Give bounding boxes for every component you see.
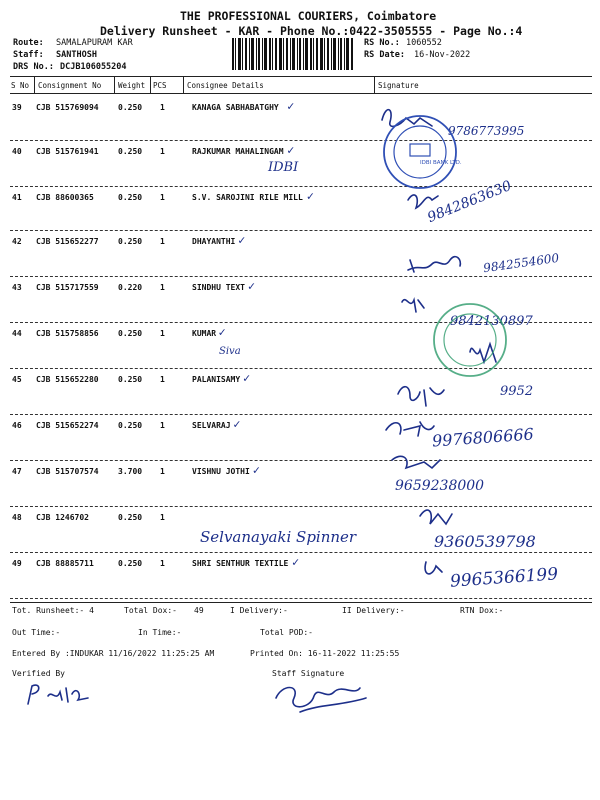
staff-signature-scribble bbox=[270, 676, 380, 716]
row-weight: 0.250 bbox=[118, 329, 143, 338]
row-weight: 0.250 bbox=[118, 421, 143, 430]
route-label: Route: bbox=[13, 38, 44, 48]
in-time: In Time:- bbox=[138, 628, 182, 637]
row-consignment-no: CJB 515652277 bbox=[36, 237, 99, 246]
handwritten-note: IDBI bbox=[268, 160, 299, 175]
tot-runsheet: Tot. Runsheet:- 4 bbox=[12, 606, 94, 615]
row-weight: 0.250 bbox=[118, 375, 143, 384]
signature-scribbles bbox=[380, 100, 580, 580]
col-header-consignee: Consignee Details bbox=[187, 81, 264, 90]
row-consignee: S.V. SAROJINI RILE MILL bbox=[192, 193, 303, 202]
checkmark-icon: ✓ bbox=[238, 233, 246, 247]
row-pcs: 1 bbox=[160, 283, 165, 292]
barcode bbox=[232, 38, 354, 70]
row-divider bbox=[10, 598, 592, 599]
row-sno: 44 bbox=[12, 329, 22, 338]
row-weight: 0.250 bbox=[118, 147, 143, 156]
verifier-signature bbox=[24, 680, 94, 708]
signature-42: 9842554600 bbox=[482, 250, 560, 276]
row-consignment-no: CJB 515652274 bbox=[36, 421, 99, 430]
staff-label: Staff: bbox=[13, 50, 44, 60]
total-dox-label: Total Dox:- bbox=[124, 606, 177, 615]
ii-delivery: II Delivery:- bbox=[342, 606, 405, 615]
footer-top-border bbox=[10, 602, 592, 603]
col-divider bbox=[34, 76, 35, 93]
col-header-consignment: Consignment No bbox=[38, 81, 102, 90]
checkmark-icon: ✓ bbox=[247, 279, 256, 293]
row-consignment-no: CJB 88600365 bbox=[36, 193, 94, 202]
table-header-border bbox=[10, 93, 592, 94]
row-sno: 39 bbox=[12, 103, 22, 112]
col-divider bbox=[183, 76, 184, 93]
col-divider bbox=[374, 76, 375, 93]
handwritten-note: Siva bbox=[219, 346, 241, 357]
row-sno: 42 bbox=[12, 237, 22, 246]
checkmark-icon: ✓ bbox=[218, 325, 226, 339]
row-sno: 45 bbox=[12, 375, 22, 384]
row-sno: 47 bbox=[12, 467, 22, 476]
signature-48: 9360539798 bbox=[434, 532, 536, 551]
row-consignee: DHAYANTHI bbox=[192, 237, 236, 246]
row-consignee: KUMAR bbox=[192, 329, 217, 338]
row-sno: 49 bbox=[12, 559, 22, 568]
row-weight: 0.250 bbox=[118, 103, 143, 112]
row-weight: 0.250 bbox=[118, 513, 143, 522]
printed-on: Printed On: 16-11-2022 11:25:55 bbox=[250, 649, 400, 658]
verified-by: Verified By bbox=[12, 669, 65, 678]
signature-43: 9842130897 bbox=[450, 314, 533, 329]
rs-date-label: RS Date: bbox=[364, 50, 405, 60]
staff-value: SANTHOSH bbox=[56, 50, 97, 60]
row-consignment-no: CJB 515717559 bbox=[36, 283, 99, 292]
total-dox-value: 49 bbox=[194, 606, 204, 615]
checkmark-icon: ✓ bbox=[287, 99, 295, 113]
signature-47: 9659238000 bbox=[395, 478, 485, 494]
row-consignment-no: CJB 515761941 bbox=[36, 147, 99, 156]
signature-45: 9952 bbox=[500, 384, 534, 399]
drs-label: DRS No.: bbox=[13, 62, 54, 72]
row-pcs: 1 bbox=[160, 467, 165, 476]
row-consignee: SELVARAJ bbox=[192, 421, 231, 430]
checkmark-icon: ✓ bbox=[306, 189, 314, 203]
col-header-sno: S No bbox=[11, 81, 30, 90]
handwritten-note: Selvanayaki Spinner bbox=[200, 528, 357, 546]
row-pcs: 1 bbox=[160, 421, 165, 430]
row-consignment-no: CJB 1246702 bbox=[36, 513, 89, 522]
company-title: THE PROFESSIONAL COURIERS, Coimbatore bbox=[180, 9, 437, 23]
checkmark-icon: ✓ bbox=[243, 371, 251, 385]
checkmark-icon: ✓ bbox=[233, 417, 241, 431]
col-header-weight: Weight bbox=[118, 81, 146, 90]
runsheet-subtitle: Delivery Runsheet - KAR - Phone No.:0422-3505555 - Page No.:4 bbox=[100, 24, 523, 38]
row-pcs: 1 bbox=[160, 375, 165, 384]
row-weight: 0.250 bbox=[118, 237, 143, 246]
row-pcs: 1 bbox=[160, 329, 165, 338]
row-pcs: 1 bbox=[160, 559, 165, 568]
row-pcs: 1 bbox=[160, 103, 165, 112]
out-time: Out Time:- bbox=[12, 628, 61, 637]
col-header-signature: Signature bbox=[378, 81, 419, 90]
row-pcs: 1 bbox=[160, 147, 165, 156]
stamp-label: IDBI BANK LTD. bbox=[420, 160, 462, 166]
row-sno: 48 bbox=[12, 513, 22, 522]
row-consignee: PALANISAMY bbox=[192, 375, 241, 384]
col-header-pcs: PCS bbox=[153, 81, 167, 90]
table-top-border bbox=[10, 76, 592, 77]
row-consignment-no: CJB 515707574 bbox=[36, 467, 99, 476]
barcode-graphic bbox=[232, 38, 354, 70]
row-sno: 41 bbox=[12, 193, 22, 202]
row-weight: 0.250 bbox=[118, 559, 143, 568]
rtn-dox: RTN Dox:- bbox=[460, 606, 504, 615]
row-consignee: SINDHU TEXT bbox=[192, 283, 245, 292]
signature-46: 9976806666 bbox=[431, 424, 535, 451]
checkmark-icon: ✓ bbox=[292, 555, 300, 569]
row-weight: 0.220 bbox=[118, 283, 143, 292]
row-consignee: KANAGA SABHABATGHY bbox=[192, 103, 279, 112]
row-pcs: 1 bbox=[160, 513, 165, 522]
rs-date-value: 16-Nov-2022 bbox=[414, 50, 471, 60]
row-sno: 46 bbox=[12, 421, 22, 430]
row-consignment-no: CJB 515652280 bbox=[36, 375, 99, 384]
row-consignee: RAJKUMAR MAHALINGAM bbox=[192, 147, 284, 156]
i-delivery: I Delivery:- bbox=[230, 606, 288, 615]
col-divider bbox=[150, 76, 151, 93]
staff-signature: Staff Signature bbox=[272, 669, 345, 678]
total-pod: Total POD:- bbox=[260, 628, 313, 637]
row-sno: 43 bbox=[12, 283, 22, 292]
drs-value: DCJB106055204 bbox=[60, 62, 127, 72]
row-weight: 0.250 bbox=[118, 193, 143, 202]
rs-no-value: 1060552 bbox=[406, 38, 442, 48]
row-pcs: 1 bbox=[160, 237, 165, 246]
row-consignment-no: CJB 515769094 bbox=[36, 103, 99, 112]
entered-by: Entered By :INDUKAR 11/16/2022 11:25:25 AM bbox=[12, 649, 215, 658]
checkmark-icon: ✓ bbox=[252, 463, 261, 477]
row-pcs: 1 bbox=[160, 193, 165, 202]
signature-49: 9965366199 bbox=[449, 564, 559, 592]
checkmark-icon: ✓ bbox=[287, 143, 295, 157]
route-value: SAMALAPURAM KAR bbox=[56, 38, 133, 48]
row-consignee: VISHNU JOTHI bbox=[192, 467, 250, 476]
row-consignment-no: CJB 515758856 bbox=[36, 329, 99, 338]
rs-no-label: RS No.: bbox=[364, 38, 400, 48]
row-consignee: SHRI SENTHUR TEXTILE bbox=[192, 559, 289, 568]
row-weight: 3.700 bbox=[118, 467, 143, 476]
col-divider bbox=[114, 76, 115, 93]
signature-39: 9786773995 bbox=[448, 124, 525, 138]
row-sno: 40 bbox=[12, 147, 22, 156]
row-consignment-no: CJB 88885711 bbox=[36, 559, 94, 568]
signature-41: 9842863630 bbox=[425, 177, 514, 227]
